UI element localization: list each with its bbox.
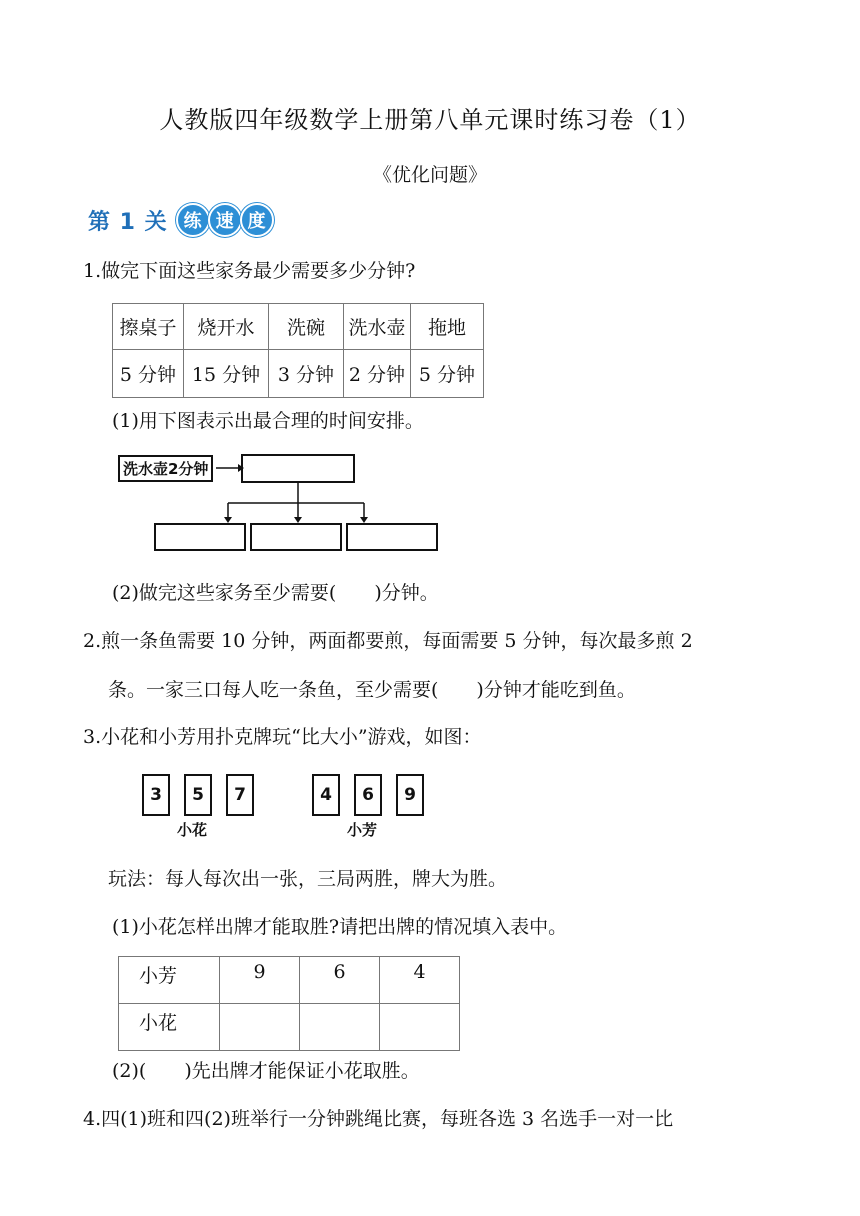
arrow-head: [360, 517, 368, 523]
question-1-part-1: (1)用下图表示出最合理的时间安排。: [112, 410, 424, 432]
row-label: 小花: [119, 1004, 220, 1051]
arrow-head: [224, 517, 232, 523]
xiaofang-cards: [312, 774, 424, 816]
task-cell: 洗水壶: [344, 304, 411, 350]
section-bubbles: [176, 203, 272, 237]
xiaohua-label: 小花: [177, 821, 208, 839]
question-2-line-2: 条。一家三口每人吃一条鱼，至少需要( )分钟才能吃到鱼。: [108, 679, 636, 701]
bubble-char: 度: [240, 203, 274, 237]
question-1: 1.做完下面这些家务最少需要多少分钟?: [83, 260, 416, 282]
answer-box-2: [251, 524, 341, 550]
card-cell: 4: [380, 957, 460, 1004]
playing-card: 4: [312, 774, 340, 816]
schedule-diagram: [110, 445, 450, 560]
xiaohua-cards: [142, 774, 254, 816]
xiaofang-label: 小芳: [347, 821, 378, 839]
time-cell: 5 分钟: [411, 350, 484, 398]
card-cell: 9: [220, 957, 300, 1004]
playing-card: 5: [184, 774, 212, 816]
task-cell: 烧开水: [184, 304, 269, 350]
row-label: 小芳: [119, 957, 220, 1004]
time-cell: 15 分钟: [184, 350, 269, 398]
playing-card: 7: [226, 774, 254, 816]
card-cell: 6: [300, 957, 380, 1004]
diagram-start-box: 洗水壶2分钟: [118, 455, 213, 482]
answer-box-3: [347, 524, 437, 550]
answer-cell[interactable]: [300, 1004, 380, 1051]
time-cell: 2 分钟: [344, 350, 411, 398]
task-cell: 拖地: [411, 304, 484, 350]
task-cell: 擦桌子: [113, 304, 184, 350]
arrow-head: [294, 517, 302, 523]
playing-card: 6: [354, 774, 382, 816]
game-rules: 玩法：每人每次出一张，三局两胜，牌大为胜。: [108, 868, 508, 890]
section-label: 第 1 关: [88, 209, 168, 235]
page-subtitle: 《优化问题》: [372, 164, 487, 186]
question-3: 3.小花和小芳用扑克牌玩“比大小”游戏，如图：: [83, 726, 482, 748]
question-4-line-1: 4.四(1)班和四(2)班举行一分钟跳绳比赛，每班各选 3 名选手一对一比: [83, 1108, 674, 1130]
question-3-part-2: (2)( )先出牌才能保证小花取胜。: [112, 1060, 420, 1082]
time-cell: 3 分钟: [269, 350, 344, 398]
bubble-char: 速: [208, 203, 242, 237]
section-heading: [88, 200, 272, 240]
chores-table: [112, 303, 484, 398]
answer-box-1: [155, 524, 245, 550]
card-order-table: [118, 956, 460, 1051]
question-3-part-1: (1)小花怎样出牌才能取胜?请把出牌的情况填入表中。: [112, 916, 568, 938]
answer-box-top: [242, 455, 354, 482]
task-cell: 洗碗: [269, 304, 344, 350]
answer-cell[interactable]: [380, 1004, 460, 1051]
question-1-part-2: (2)做完这些家务至少需要( )分钟。: [112, 582, 439, 604]
answer-cell[interactable]: [220, 1004, 300, 1051]
time-cell: 5 分钟: [113, 350, 184, 398]
question-2-line-1: 2.煎一条鱼需要 10 分钟，两面都要煎，每面需要 5 分钟，每次最多煎 2: [83, 630, 693, 652]
playing-card: 3: [142, 774, 170, 816]
bubble-char: 练: [176, 203, 210, 237]
page-title: 人教版四年级数学上册第八单元课时练习卷（1）: [159, 106, 701, 134]
playing-card: 9: [396, 774, 424, 816]
